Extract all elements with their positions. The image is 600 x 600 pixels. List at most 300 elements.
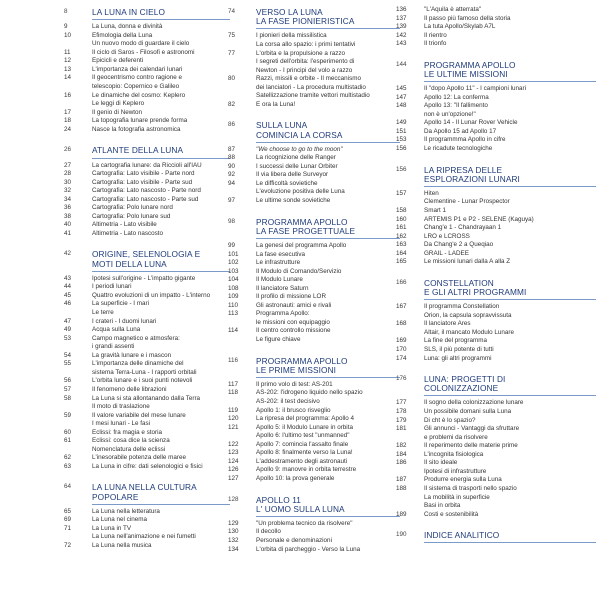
toc-entry	[64, 395, 230, 404]
toc-entry	[396, 346, 596, 355]
toc-entry	[64, 275, 230, 284]
entry-page-number: 145	[396, 85, 407, 93]
entry-page-number: 30	[64, 178, 72, 186]
entry-title: Clementine - Lunar Prospector	[424, 198, 510, 206]
toc-entry	[228, 180, 400, 189]
toc-section	[396, 373, 596, 529]
section-title	[92, 483, 197, 501]
entry-page-number: 136	[396, 6, 407, 13]
section-spacer	[64, 471, 230, 481]
section-heading	[396, 164, 596, 185]
entry-title: Apollo 6: l'ultimo test "unmanned"	[256, 432, 350, 440]
entry-title: Le dinamiche del cosmo: Keplero	[92, 91, 186, 99]
entry-title: Cartografia: Lato nascosto - Parte sud	[92, 195, 199, 203]
entry-title: Il lanciatore Ares	[424, 320, 471, 328]
section-title	[256, 357, 348, 375]
toc-entry	[228, 528, 400, 537]
toc-section	[228, 355, 400, 494]
toc-section	[228, 494, 400, 555]
toc-entry	[64, 230, 230, 239]
entry-page-number: 153	[396, 136, 407, 144]
toc-entry	[64, 23, 230, 32]
toc-entry	[64, 386, 230, 395]
entry-page-number: 182	[396, 442, 407, 450]
toc-entry	[396, 250, 596, 259]
toc-section	[228, 119, 400, 215]
entry-title: Nomenclatura delle eclissi	[92, 445, 166, 453]
entry-page-number: 56	[64, 377, 72, 385]
section-title-line: PROGRAMMA APOLLO	[256, 355, 348, 366]
toc-entry	[64, 326, 230, 335]
toc-entry	[228, 84, 400, 93]
toc-entry	[64, 437, 230, 446]
entry-title: L'inesorabile potenza delle maree	[92, 454, 186, 462]
section-divider	[424, 81, 596, 82]
section-page-number: 86	[228, 121, 236, 129]
entry-page-number: 179	[396, 416, 407, 424]
entry-title: Da Apollo 15 ad Apollo 17	[424, 127, 497, 135]
section-page-number: 176	[396, 375, 407, 383]
entry-title: La genesi del programma Apollo	[256, 241, 347, 249]
toc-entry	[396, 207, 596, 216]
section-title	[92, 146, 183, 155]
entry-title: L'orbita di parcheggio - Verso la Luna	[256, 545, 361, 553]
toc-section	[396, 6, 596, 59]
section-title-line: LE ULTIME MISSIONI	[424, 68, 508, 79]
toc-entry	[396, 320, 596, 329]
toc-entry	[64, 204, 230, 213]
section-title-line: LA LUNA NELLA CULTURA	[92, 482, 197, 493]
section-title-line: LA FASE PROGETTUALE	[256, 225, 356, 236]
toc-entry	[228, 537, 400, 546]
entry-title: Il moto di traslazione	[92, 403, 150, 411]
toc-entry	[64, 92, 230, 101]
entry-page-number: 164	[396, 249, 407, 257]
entry-title: I successi delle Lunar Orbiter	[256, 162, 338, 170]
toc-entry	[396, 258, 596, 267]
toc-entry	[396, 190, 596, 199]
entry-title: Cartografia: Lato nascosto - Parte nord	[92, 187, 201, 195]
entry-page-number: 32	[64, 187, 72, 195]
toc-entry	[396, 32, 596, 41]
toc-entry	[228, 407, 400, 416]
entry-page-number: 142	[396, 31, 407, 39]
section-title	[256, 496, 345, 514]
toc-entry	[228, 466, 400, 475]
entry-title: Le terre	[92, 309, 114, 317]
toc-entry	[396, 94, 596, 103]
entry-title: Hiten	[424, 189, 439, 197]
section-page-number: 166	[396, 278, 407, 286]
entry-page-number: 113	[228, 310, 239, 318]
entry-page-number: 72	[64, 542, 72, 550]
entry-page-number: 71	[64, 524, 72, 532]
entry-page-number: 143	[396, 40, 407, 48]
entry-page-number: 38	[64, 212, 72, 220]
entry-page-number: 149	[396, 119, 407, 127]
entry-title: e problemi da risolvere	[424, 433, 488, 441]
toc-entry	[396, 145, 596, 154]
entry-title: Luna: gli altri programmi	[424, 354, 492, 362]
toc-entry	[396, 408, 596, 417]
section-title	[92, 250, 200, 268]
toc-entry	[228, 449, 400, 458]
entry-page-number: 40	[64, 221, 72, 229]
toc-entry	[64, 74, 230, 83]
section-divider	[92, 158, 230, 159]
toc-entry	[228, 546, 400, 555]
entry-title: Il "dopo Apollo 11" - I campioni lunari	[424, 85, 527, 93]
section-heading	[228, 216, 400, 237]
entry-title: Un possibile domani sulla Luna	[424, 408, 512, 416]
toc-entry	[64, 109, 230, 118]
entry-title: Le ricadute tecnologiche	[424, 144, 493, 152]
toc-entry	[64, 516, 230, 525]
toc-entry	[396, 198, 596, 207]
entry-title: La Luna, donna e divinità	[92, 23, 163, 31]
toc-column-1	[64, 6, 230, 551]
section-divider	[92, 19, 230, 20]
section-title-line: PROGRAMMA APOLLO	[424, 59, 516, 70]
entry-title: I periodi lunari	[92, 283, 132, 291]
entry-title: i grandi assenti	[92, 343, 135, 351]
entry-page-number: 184	[396, 450, 407, 458]
entry-page-number: 61	[64, 437, 72, 445]
toc-entry	[396, 485, 596, 494]
section-divider	[424, 186, 596, 187]
toc-entry	[64, 221, 230, 230]
section-heading	[228, 119, 400, 140]
entry-page-number: 109	[228, 293, 239, 301]
entry-title: Il trionfo	[424, 40, 447, 48]
toc-entry	[396, 511, 596, 520]
section-heading	[64, 144, 230, 156]
entry-page-number: 75	[228, 32, 236, 40]
section-heading	[228, 355, 400, 376]
entry-title: Apollo 10: la prova generale	[256, 474, 335, 482]
toc-entry	[396, 40, 596, 49]
section-title	[424, 375, 505, 393]
toc-entry	[228, 268, 400, 277]
entry-page-number: 169	[396, 337, 407, 345]
entry-title: Le figure chiave	[256, 335, 301, 343]
entry-title: Le leggi di Keplero	[92, 100, 145, 108]
entry-page-number: 123	[228, 449, 239, 457]
entry-page-number: 157	[396, 189, 407, 197]
toc-entry	[396, 329, 596, 338]
entry-page-number: 161	[396, 224, 407, 232]
toc-entry	[228, 75, 400, 84]
entry-title: La fine del programma	[424, 337, 488, 345]
section-page-number: 190	[396, 531, 407, 539]
entry-page-number: 92	[228, 171, 236, 179]
entry-title: Apollo 14 - Il Lunar Rover Vehicle	[424, 119, 518, 127]
entry-title: Altimetria - Lato nascosto	[92, 229, 164, 237]
entry-page-number: 49	[64, 326, 72, 334]
section-heading	[396, 529, 596, 541]
entry-title: "L'Aquila è atterrata"	[424, 6, 482, 13]
entry-title: telescopio: Copernico e Galileo	[92, 83, 180, 91]
entry-page-number: 58	[64, 394, 72, 402]
toc-entry	[228, 146, 400, 155]
toc-entry	[228, 432, 400, 441]
entry-title: La gravità lunare e i mascon	[92, 351, 172, 359]
entry-title: Quattro evoluzioni di un impatto - L'interno	[92, 291, 211, 299]
section-page-number: 98	[228, 217, 236, 225]
toc-entry	[64, 32, 230, 41]
section-divider	[256, 142, 400, 143]
entry-title: La cartografia lunare: da Riccioli all'IAU	[92, 161, 202, 169]
toc-entry	[228, 242, 400, 251]
entry-page-number: 110	[228, 301, 239, 309]
entry-title: Il lanciatore Saturn	[256, 284, 309, 292]
toc-entry	[228, 163, 400, 172]
section-title-line: APOLLO 11	[256, 494, 302, 505]
entry-title: I pionieri della missilistica	[256, 32, 327, 40]
section-title-line: E GLI ALTRI PROGRAMMI	[424, 287, 527, 298]
entry-title: Costi e sostenibilità	[424, 510, 479, 518]
entry-page-number: 147	[396, 93, 407, 101]
toc-entry	[64, 57, 230, 66]
toc-section	[64, 248, 230, 481]
toc-entry	[228, 336, 400, 345]
entry-title: Apollo 12: La conferma	[424, 93, 489, 101]
toc-entry	[64, 170, 230, 179]
entry-page-number: 124	[228, 457, 239, 465]
toc-entry	[396, 15, 596, 24]
entry-title: LRO e LCROSS	[424, 232, 470, 240]
toc-entry	[396, 425, 596, 434]
section-title-line: LE PRIME MISSIONI	[256, 364, 337, 375]
entry-title: L'orbita lunare e i suoi punti notevoli	[92, 377, 193, 385]
entry-title: La corsa allo spazio: i primi tentativi	[256, 40, 356, 48]
section-page-number: 8	[64, 8, 68, 15]
entry-page-number: 27	[64, 161, 72, 169]
entry-title: Apollo 13: "Il fallimento	[424, 102, 488, 110]
entry-title: La Luna nella musica	[92, 542, 152, 550]
entry-page-number: 14	[64, 74, 72, 82]
entry-title: I crateri - I duomi lunari	[92, 317, 157, 325]
section-title-line: PROGRAMMA APOLLO	[256, 216, 348, 227]
section-page-number: 64	[64, 483, 72, 491]
entry-title: Personale e denominazioni	[256, 537, 332, 544]
toc-entry	[64, 179, 230, 188]
entry-page-number: 90	[228, 162, 236, 170]
toc-entry	[64, 66, 230, 75]
section-title-line: POPOLARE	[92, 491, 139, 502]
toc-section	[396, 164, 596, 277]
entry-page-number: 108	[228, 284, 239, 292]
entry-page-number: 188	[396, 484, 407, 492]
section-spacer	[228, 345, 400, 355]
toc-entry	[228, 389, 400, 398]
section-heading	[396, 277, 596, 298]
entry-page-number: 162	[396, 232, 407, 240]
toc-entry	[396, 459, 596, 468]
toc-entry	[228, 259, 400, 268]
entry-title: La superficie - I mari	[92, 300, 150, 308]
toc-entry	[396, 136, 596, 145]
entry-page-number: 10	[64, 31, 72, 39]
toc-entry	[396, 224, 596, 233]
toc-entry	[396, 102, 596, 111]
entry-title: "Un problema tecnico da risolvere"	[256, 519, 353, 527]
toc-entry	[64, 309, 230, 318]
section-divider	[256, 28, 400, 29]
entry-title: L'addestramento degli astronauti	[256, 457, 348, 465]
toc-entry	[228, 32, 400, 41]
entry-page-number: 43	[64, 274, 72, 282]
entry-title: Epicicli e deferenti	[92, 57, 144, 65]
section-divider	[424, 395, 596, 396]
toc-entry	[396, 476, 596, 485]
entry-title: Il sistema di trasporti nello spazio	[424, 484, 517, 492]
entry-title: Da Chang'e 2 a Queqiao	[424, 241, 494, 249]
section-title-line: CONSTELLATION	[424, 277, 494, 288]
entry-page-number: 114	[228, 327, 239, 335]
entry-page-number: 181	[396, 425, 407, 433]
toc-entry	[396, 468, 596, 477]
toc-entry	[228, 424, 400, 433]
entry-title: Il via libera delle Surveyor	[256, 171, 329, 179]
entry-title: Apollo 9: manovre in orbita terrestre	[256, 466, 357, 474]
entry-title: dei lanciatori - La procedura multistadio	[256, 83, 366, 91]
toc-entry	[228, 310, 400, 319]
entry-title: La fase esecutiva	[256, 250, 306, 258]
entry-page-number: 177	[396, 399, 407, 407]
section-title	[424, 61, 516, 79]
entry-title: Di cht è lo spazio?	[424, 416, 476, 424]
toc-entry	[228, 319, 400, 328]
entry-page-number: 54	[64, 351, 72, 359]
entry-title: Cartografia: Lato visibile - Parte sud	[92, 178, 193, 186]
toc-entry	[228, 302, 400, 311]
toc-section	[228, 6, 400, 119]
section-title	[256, 218, 355, 236]
entry-title: Programma Apollo:	[256, 310, 310, 318]
toc-entry	[64, 283, 230, 292]
entry-title: Gli astronauti: amici e rivali	[256, 301, 332, 309]
entry-title: GRAIL - LADEE	[424, 249, 469, 257]
entry-page-number: 158	[396, 207, 407, 215]
entry-title: Le infrastrutture	[256, 259, 301, 267]
entry-title: Il ciclo di Saros - Filosofi e astronomi	[92, 48, 195, 56]
section-title	[256, 121, 343, 139]
toc-entry	[64, 525, 230, 534]
entry-title: La ripresa del programma: Apollo 4	[256, 415, 355, 423]
entry-title: Un nuovo modo di guardare il cielo	[92, 40, 190, 48]
section-divider	[92, 271, 230, 272]
entry-page-number: 122	[228, 440, 239, 448]
section-spacer	[396, 267, 596, 277]
toc-section	[228, 216, 400, 355]
entry-title: Newton - I principi del volo a razzo	[256, 66, 353, 74]
toc-entry	[228, 276, 400, 285]
toc-entry	[64, 343, 230, 352]
entry-title: Il geocentrismo contro ragione e	[92, 74, 182, 82]
section-title-line: INDICE ANALITICO	[424, 530, 500, 541]
entry-title: La topografia lunare prende forma	[92, 117, 188, 125]
entry-page-number: 9	[64, 23, 68, 31]
section-title-line: ATLANTE DELLA LUNA	[92, 145, 184, 156]
toc-entry	[64, 412, 230, 421]
section-title-line: LA LUNA IN CIELO	[92, 7, 166, 17]
entry-title: La Luna in TV	[92, 524, 132, 532]
entry-page-number: 139	[396, 23, 407, 31]
entry-page-number: 59	[64, 411, 72, 419]
section-page-number: 144	[396, 60, 407, 68]
entry-title: Eclissi: fra magia e storia	[92, 428, 162, 436]
entry-page-number: 99	[228, 241, 236, 249]
entry-title: le missioni con equipaggio	[256, 318, 330, 326]
entry-page-number: 186	[396, 459, 407, 467]
section-title-line: ESPLORAZIONI LUNARI	[424, 173, 520, 184]
entry-title: Efimologia della Luna	[92, 31, 153, 39]
entry-page-number: 88	[228, 154, 236, 162]
toc-column-2	[228, 6, 400, 554]
entry-page-number: 137	[396, 14, 407, 22]
section-title	[92, 8, 165, 17]
section-heading	[64, 6, 230, 18]
entry-title: Ipotesi di infrastrutture	[424, 467, 487, 475]
entry-title: Il profilo di missione LOR	[256, 293, 326, 301]
entry-page-number: 126	[228, 466, 239, 474]
toc-entry	[228, 188, 400, 197]
entry-title: Cartografia: Polo lunare sud	[92, 212, 171, 220]
entry-page-number: 80	[228, 75, 236, 83]
entry-page-number: 82	[228, 100, 236, 108]
entry-title: Altimetria - Lato visibile	[92, 221, 157, 229]
toc-entry	[228, 475, 400, 484]
section-title-line: LUNA: PROGETTI DI	[424, 374, 506, 385]
toc-entry	[396, 241, 596, 250]
toc-entry	[64, 187, 230, 196]
toc-entry	[64, 533, 230, 542]
section-title	[424, 166, 520, 184]
toc-entry	[228, 41, 400, 50]
entry-title: Il Modulo di Comando/Servizio	[256, 267, 342, 275]
entry-title: Orion, la capsula sopravvissuta	[424, 311, 512, 319]
entry-title: L'importanza dei calendari lunari	[92, 65, 183, 73]
toc-column-3	[396, 6, 596, 546]
entry-title: I mesi lunari - Le fasi	[92, 420, 151, 428]
toc-entry	[64, 463, 230, 472]
section-spacer	[228, 109, 400, 119]
toc-section	[64, 481, 230, 550]
toc-entry	[64, 420, 230, 429]
section-title	[256, 8, 354, 26]
section-title	[424, 279, 526, 297]
toc-entry	[396, 355, 596, 364]
entry-page-number: 132	[228, 537, 239, 544]
entry-title: La Luna nella letteratura	[92, 507, 160, 515]
section-spacer	[396, 49, 596, 59]
entry-title: Satellizzazione tramite vettori multistadio	[256, 92, 370, 100]
entry-title: Chang'e 1 - Chandrayaan 1	[424, 224, 502, 232]
entry-page-number: 178	[396, 408, 407, 416]
toc-section	[396, 59, 596, 164]
toc-entry	[64, 454, 230, 463]
entry-title: Smart 1	[424, 207, 447, 215]
toc-entry	[64, 508, 230, 517]
entry-title: Campo magnetico e atmosfera:	[92, 334, 180, 342]
toc-entry	[64, 83, 230, 92]
entry-title: "We choose to go to the moon"	[256, 145, 343, 153]
toc-entry	[64, 335, 230, 344]
section-title-line: SULLA LUNA	[256, 120, 308, 131]
entry-title: La Luna nell'animazione e nei fumetti	[92, 533, 196, 541]
entry-title: AS-202: il test decisivo	[256, 398, 320, 406]
